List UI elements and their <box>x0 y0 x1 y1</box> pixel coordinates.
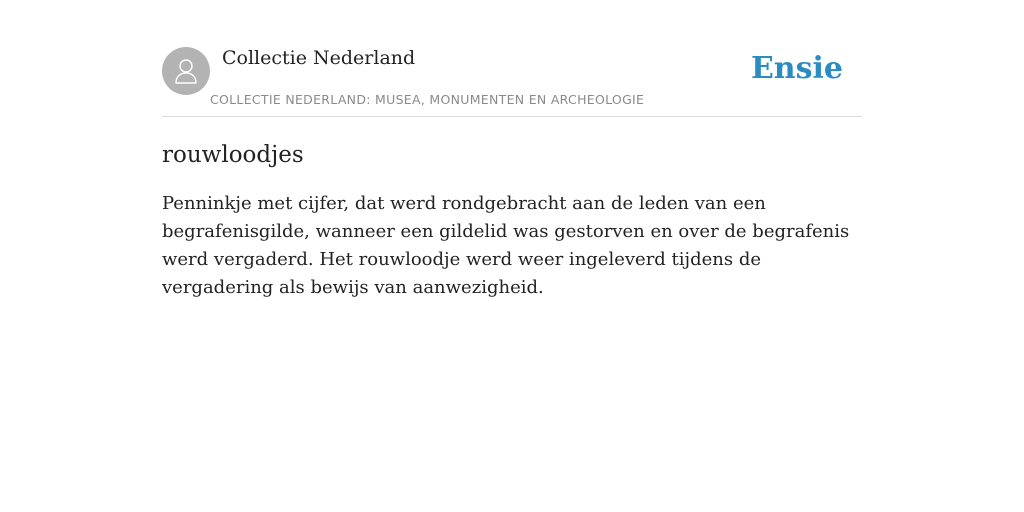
entry-definition: Penninkje met cijfer, dat werd rondgebracht aan de leden van een begrafenisgilde, wanneer een gildelid was gestorven en over de begrafenis werd vergaderd. Het rouwloodje werd weer ingeleverd tijdens de vergadering als bewijs van aanwezigheid. <box>162 193 850 298</box>
entry-title: rouwloodjes <box>162 142 304 168</box>
author-avatar[interactable] <box>162 47 210 95</box>
entry-content <box>162 135 862 302</box>
brand-logo[interactable]: Ensie <box>750 51 843 86</box>
entry-header <box>162 0 862 117</box>
author-description: COLLECTIE NEDERLAND: MUSEA, MONUMENTEN EN ARCHEOLOGIE <box>210 92 645 107</box>
user-icon <box>171 56 201 86</box>
author-name[interactable]: Collectie Nederland <box>222 47 416 69</box>
